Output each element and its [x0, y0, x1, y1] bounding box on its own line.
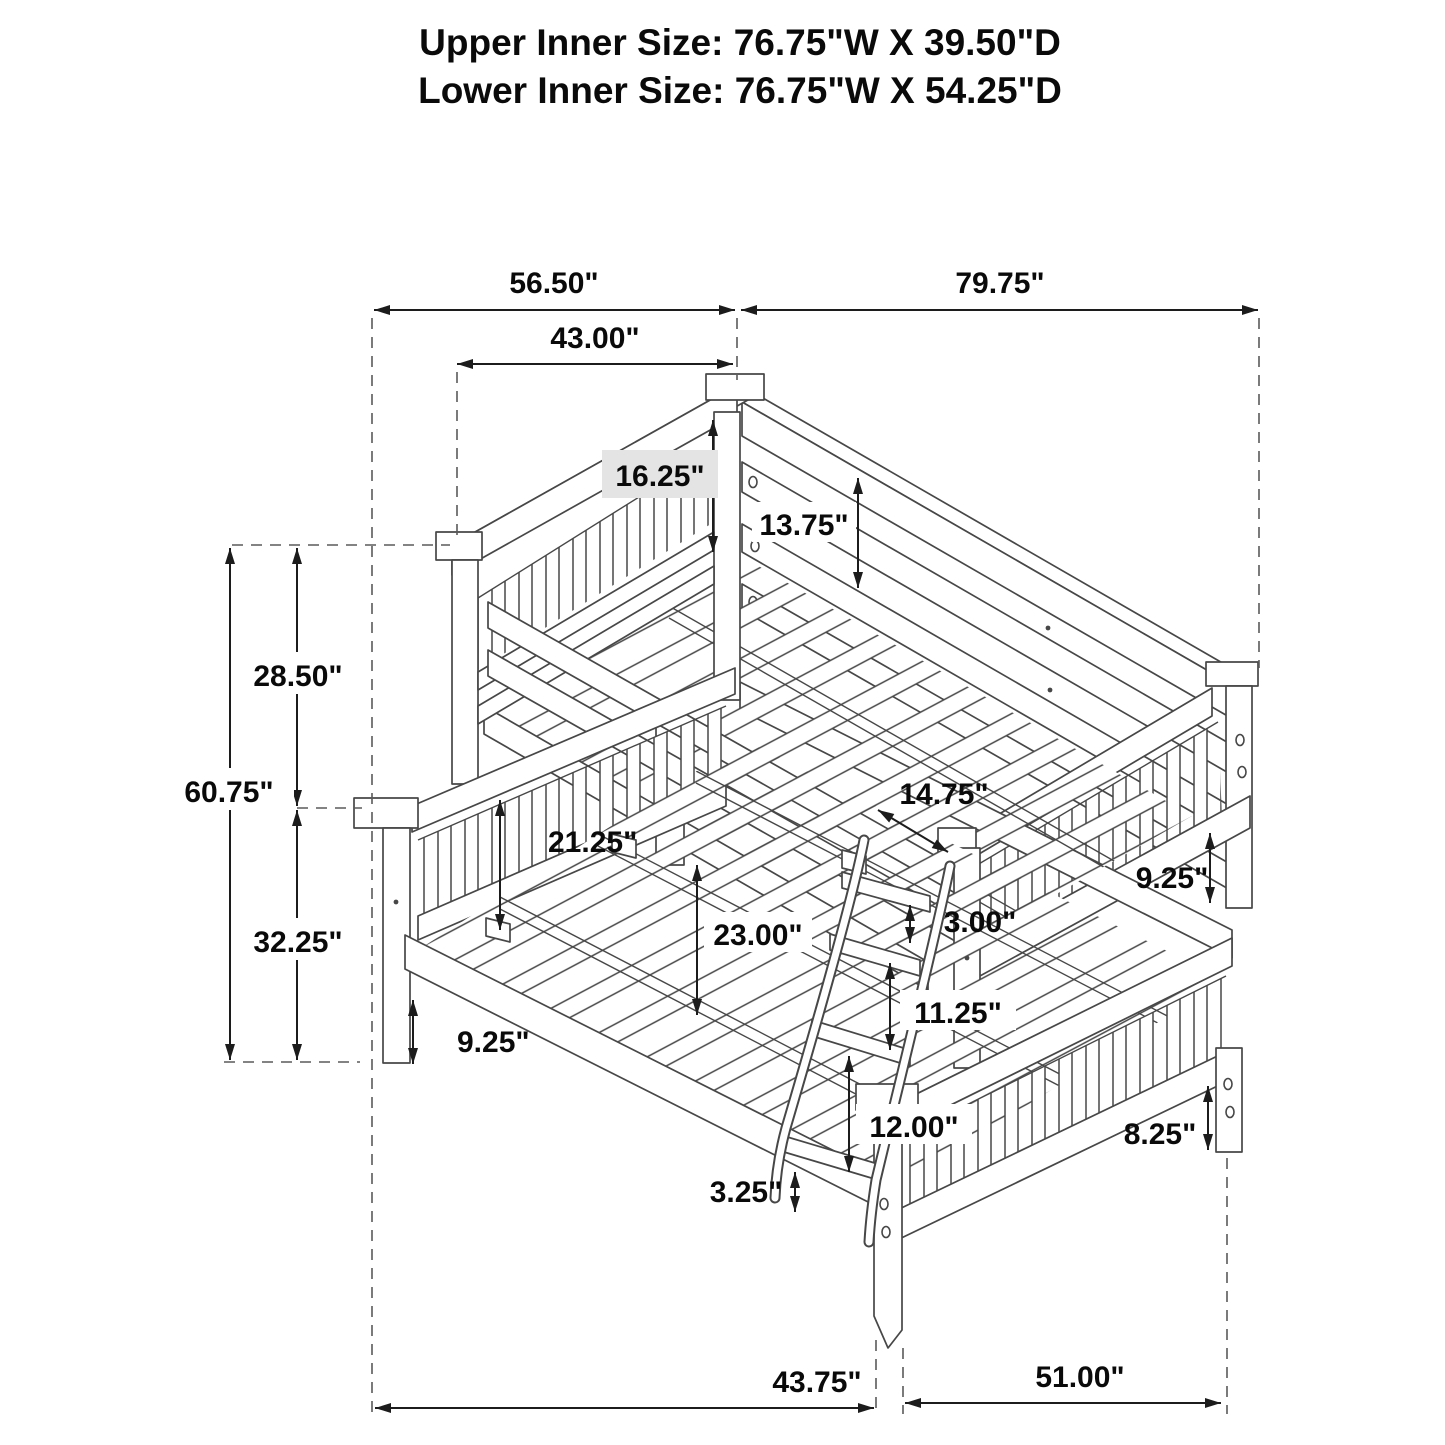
dimension-label: 12.00": [869, 1111, 959, 1144]
dimension-label: 16.25": [615, 460, 705, 493]
dimension-label: 43.75": [772, 1366, 862, 1399]
dim-lower-headboard-height: [234, 810, 362, 1060]
dimension-label: 8.25": [1123, 1118, 1197, 1151]
dimension-label: 23.00": [713, 919, 803, 952]
dimension-label: 11.25": [914, 997, 1002, 1030]
dimension-label: 60.75": [184, 776, 274, 809]
dimension-label: 3.00": [943, 906, 1017, 939]
dimension-label: 56.50": [509, 267, 599, 300]
dim-bed-width-overall: [741, 267, 1258, 310]
lower-inner-size-title: Lower Inner Size: 76.75"W X 54.25"D: [418, 70, 1062, 111]
dimension-label: 21.25": [548, 826, 638, 859]
dimension-label: 79.75": [955, 267, 1045, 300]
dim-lower-bed-depth-overall: [375, 1366, 874, 1408]
dimension-label: 9.25": [1135, 862, 1209, 895]
dimension-label: 28.50": [253, 660, 343, 693]
dim-lower-bed-width-span: [905, 1361, 1221, 1403]
dim-upper-headboard-width: [457, 322, 733, 364]
dim-upper-bed-depth-overall: [374, 267, 735, 310]
dim-overall-height: [164, 548, 294, 1060]
dimension-label: 32.25": [253, 926, 343, 959]
title: [418, 22, 1062, 111]
dim-ladder-bottom-clearance: [710, 1172, 795, 1212]
dimension-label: 13.75": [759, 509, 849, 542]
upper-inner-size-title: Upper Inner Size: 76.75"W X 39.50"D: [419, 22, 1061, 63]
dimension-label: 43.00": [550, 322, 640, 355]
dimension-label: 51.00": [1035, 1361, 1125, 1394]
dimension-label: 3.25": [709, 1176, 783, 1209]
dimension-label: 9.25": [457, 1026, 530, 1059]
dimension-label: 14.75": [899, 778, 989, 811]
dim-upper-section-height: [234, 548, 362, 806]
